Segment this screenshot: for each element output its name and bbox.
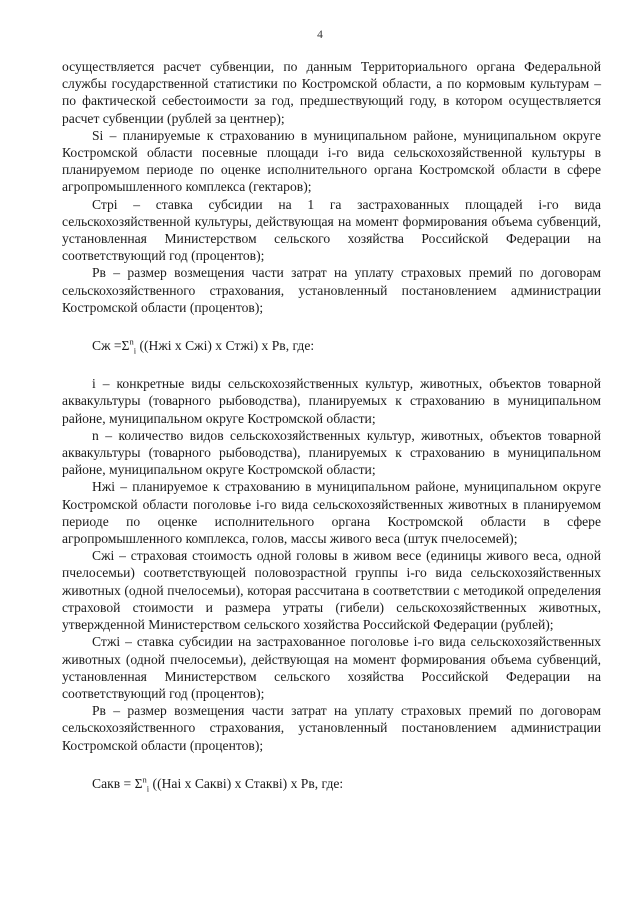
formula-szh: [62, 337, 601, 354]
sigma-symbol: Σ: [134, 775, 143, 791]
paragraph-si-definition: Si – планируемые к страхованию в муниципальном районе, муниципальном округе Костромской области посевные площади i-го вида сельскохозяйственной культуры в планируемом периоде по оценке исполнительного органа Костромской области в сфере агропромышленного комплекса (гектаров);: [62, 127, 601, 195]
paragraph-i-definition: i – конкретные виды сельскохозяйственных культур, животных, объектов товарной аквакультуры (товарного рыбоводства), планируемых к страхованию в муниципальном районе, муниципальном округе Костромской области;: [62, 376, 601, 426]
paragraph-stri-definition: Стрi – ставка субсидии на 1 га застрахованных площадей i-го вида сельскохозяйственной культуры, действующая на момент формирования объема субвенций, установленная Министерством сельского хозяйства Российской Федерации на соответствующий год (процентов);: [62, 196, 601, 264]
formula-rhs: ((Наi х Саквi) х Стаквi) х Рв, где:: [149, 775, 344, 791]
paragraph-rv-definition: Рв – размер возмещения части затрат на уплату страховых премий по договорам сельскохозяйственного страхования, установленный постановлением администрации Костромской области (процентов);: [62, 265, 601, 315]
formula-sakv: [62, 775, 601, 792]
sigma-lower-limit: i: [133, 345, 137, 356]
paragraph-nzhi-definition: Нжi – планируемое к страхованию в муниципальном районе, муниципальном округе Костромской области поголовье i-го вида сельскохозяйственных животных в планируемом периоде по оценке исполнительного органа Костромской области в сфере агропромышленного комплекса, голов, массы живого веса (штук пчелосемей);: [62, 479, 601, 547]
sigma-lower-limit: i: [146, 783, 150, 794]
formula-rhs: ((Нжi х Сжi) х Стжi) х Рв, где:: [136, 338, 315, 354]
paragraph-n-definition: n – количество видов сельскохозяйственных культур, животных, объектов товарной аквакультуры (товарного рыбоводства), планируемых к страхованию в муниципальном районе, муниципальном округе Костромской области;: [62, 427, 601, 478]
paragraph-stzhi-definition: Стжi – ставка субсидии на застрахованное поголовье i-го вида сельскохозяйственных животных (одной пчелосемьи), действующая на момент формирования объема субвенций, установленная Министерством сельского хозяйства Российской Федерации на соответствующий год (процентов);: [62, 634, 601, 701]
sigma-symbol: Σ: [121, 338, 130, 354]
paragraph-szhi-definition: Сжi – страховая стоимость одной головы в живом весе (единицы живого веса, одной пчелосемьи) соответствующей половозрастной группы i-го вида сельскохозяйственных животных (одной пчелосемьи), которая рассчитана в соответствии с методикой определения страховой стоимости и размера утраты (гибели) сельскохозяйственных животных, утвержденной Министерством сельского хозяйства Российской Федерации (рублей);: [62, 548, 601, 633]
formula-lhs: Сакв =: [92, 775, 135, 791]
sigma-upper-limit: n: [129, 336, 134, 347]
page-number: 4: [317, 29, 323, 41]
document-body: [62, 58, 601, 792]
paragraph-rv-definition-2: Рв – размер возмещения части затрат на уплату страховых премий по договорам сельскохозяйственного страхования, установленный постановлением администрации Костромской области (процентов);: [62, 703, 601, 753]
paragraph-continuation: осуществляется расчет субвенции, по данным Территориального органа Федеральной службы государственной статистики по Костромской области, а по кормовым культурам – по фактической себестоимости за год, предшествующий году, в котором осуществляется расчет субвенции (рублей за центнер);: [62, 59, 601, 126]
sigma-upper-limit: n: [142, 774, 147, 785]
formula-lhs: Сж =: [92, 338, 122, 354]
